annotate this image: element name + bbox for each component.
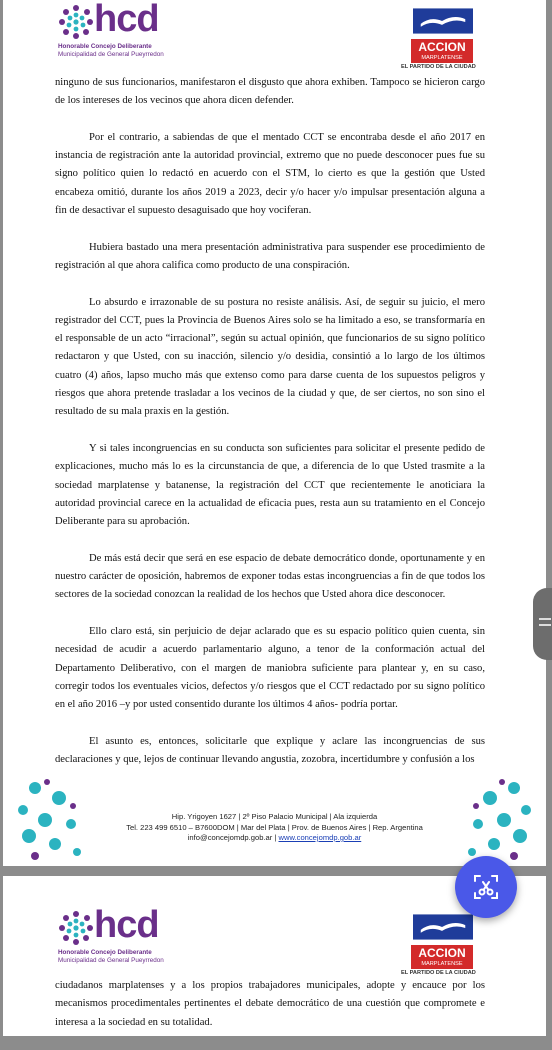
drag-handle-icon-line <box>539 618 551 620</box>
hcd-municipality: Municipalidad de General Pueyrredon <box>58 51 164 58</box>
document-page-1 <box>3 0 546 866</box>
accion-flag-icon <box>413 8 473 34</box>
footer-email[interactable]: info@concejomdp.gob.ar <box>187 833 273 842</box>
footer-separator: | <box>272 833 279 842</box>
hcd-wordmark: hcd <box>94 0 159 40</box>
accion-marplatense-logo <box>401 914 487 976</box>
paragraph: ninguno de sus funcionarios, manifestaron el disgusto que ahora exhiben. Tampoco se hicieron cargo de los intereses de los vecinos que ahora dicen defender. <box>55 77 485 107</box>
accion-flag-icon <box>413 914 473 940</box>
footer-website-link[interactable]: www.concejomdp.gob.ar <box>278 833 362 842</box>
screenshot-crop-button[interactable] <box>455 856 517 918</box>
accion-sub: MARPLATENSE <box>411 960 473 969</box>
hcd-subtitle: Honorable Concejo Deliberante <box>58 43 152 50</box>
drag-handle-icon-line <box>539 624 551 626</box>
hcd-municipality: Municipalidad de General Pueyrredon <box>58 957 164 964</box>
footer-dots-right-icon <box>464 778 534 864</box>
paragraph: Hubiera bastado una mera presentación administrativa para suspender ese procedimiento de registración al que ahora califica como producto de una conspiración. <box>55 241 485 271</box>
footer-address: Hip. Yrigoyen 1627 | 2º Piso Palacio Municipal | Ala izquierda <box>171 812 378 821</box>
accion-marplatense-logo <box>401 8 487 70</box>
hcd-dots-icon <box>58 910 94 946</box>
hcd-dots-icon <box>58 4 94 40</box>
paragraph: ciudadanos marplatenses y a los propios trabajadores municipales, adopte y encauce por los mecanismos procedimentales pertinentes el debate democrático de una cuestión que compromete e interesa a la sociedad en su totalidad. <box>55 980 485 1028</box>
footer-phone: Tel. 223 499 6510 – B7600DOM | Mar del Plata | Prov. de Buenos Aires | Rep. Argentina <box>126 822 423 832</box>
page-footer <box>3 778 546 866</box>
accion-name: ACCION <box>411 945 473 960</box>
accion-sub: MARPLATENSE <box>411 54 473 63</box>
hcd-subtitle: Honorable Concejo Deliberante <box>58 949 152 956</box>
accion-slogan: EL PARTIDO DE LA CIUDAD <box>401 64 476 70</box>
accion-slogan: EL PARTIDO DE LA CIUDAD <box>401 970 476 976</box>
screenshot-crop-icon <box>472 873 500 901</box>
paragraph: Lo absurdo e irrazonable de su postura no resiste análisis. Así, de seguir su juicio, el mero registrador del CCT, pues la Provincia de Buenos Aires solo se ha limitado a eso, se transformaría en el responsable de un acto “irracional”, según su actual opinión, que funcionarios de su signo político redactaron y que Usted, con su inacción, silencio y/o desidia, consintió a lo largo de los últimos cuatro (4) años, lapso mucho más que extenso como para darse cuenta de los supuestos peligros y riesgos que ahora pretende trasladar a los vecinos de la ciudad y que, de ser ciertos, no son sino el resultado de su mala praxis en la gestión. <box>55 296 485 418</box>
paragraph: Y si tales incongruencias en su conducta son suficientes para solicitar el presente pedido de explicaciones, mucho más lo es la circunstancia de que, a diferencia de lo que Usted trasmite a la sociedad marplatense y batanense, la registración del CCT que recientemente le anoticiara la autoridad provincial carece en la actualidad de eficacia pues, resta aun su tratamiento en el Concejo Deliberante para su aprobación. <box>55 442 485 528</box>
hcd-logo <box>58 904 178 970</box>
letter-body <box>55 74 485 788</box>
side-drag-handle[interactable] <box>533 588 552 660</box>
paragraph: Ello claro está, sin perjuicio de dejar aclarado que es su espacio político quien cuenta, sin necesidad de acudir a acuerdo parlamentario alguno, a tenor de la conformación actual del Departamento Deliberativo, con el margen de maniobra suficiente para plantear y, en su caso, corregir todos los eventuales vicios, defectos y/o riesgos que el CCT redactado por su signo político en el año 2016 –y por usted consentido durante los últimos 4 años- podría portar. <box>55 625 485 711</box>
paragraph: De más está decir que será en ese espacio de debate democrático donde, oportunamente y en nuestro carácter de oposición, habremos de exponer todas estas incongruencias a fin de que todos los sectores de la sociedad conozcan la realidad de los hechos que Usted ahora dice desconocer. <box>55 552 485 601</box>
paragraph: Por el contrario, a sabiendas de que el mentado CCT se encontraba desde el año 2017 en instancia de registración ante la autoridad provincial, extremo que no puede desconocer pues fue su signo político quien lo redactó en acuerdo con el STM, lo cierto es que la gestión que Usted encabeza omitió, durante los años 2019 a 2023, decir y/o hacer y/o impulsar presentación alguna a fin de desactivar el supuesto desaguisado que hoy vociferan. <box>55 131 485 217</box>
paragraph: El asunto es, entonces, solicitarle que explique y aclare las incongruencias de sus declaraciones y que, lejos de continuar llevando angustia, zozobra, incertidumbre y confusión a los <box>55 735 485 765</box>
accion-name: ACCION <box>411 39 473 54</box>
letter-body <box>55 977 485 1050</box>
hcd-wordmark: hcd <box>94 904 159 946</box>
hcd-logo <box>58 0 178 64</box>
